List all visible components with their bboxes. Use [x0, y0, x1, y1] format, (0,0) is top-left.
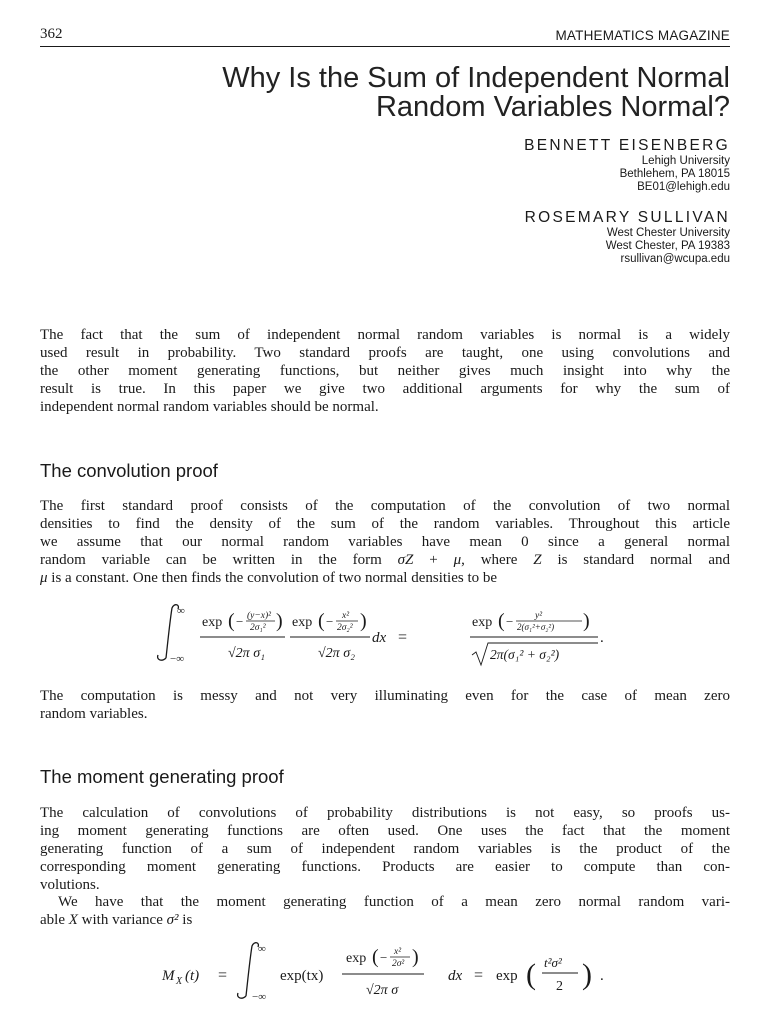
- paren-close: ): [360, 610, 367, 632]
- fraction-denominator: 2σ₂²: [337, 623, 353, 633]
- equals-sign: =: [218, 967, 228, 984]
- fraction-denominator: 2(σ₁²+σ₂²): [517, 622, 555, 632]
- period: .: [600, 630, 604, 646]
- paren-open: (: [372, 946, 379, 968]
- convolution-paragraph: [40, 498, 730, 588]
- period: .: [600, 968, 604, 984]
- title-line-1: Why Is the Sum of Independent Normal: [222, 62, 730, 94]
- text-run: +: [413, 551, 454, 568]
- paragraph-line: The first standard proof consists of the computation of the convolution of two normal: [40, 498, 730, 514]
- equals-sign: =: [474, 967, 484, 984]
- running-header: [40, 24, 730, 48]
- exp-label: exp: [292, 615, 313, 630]
- abstract-line: independent normal random variables should be normal.: [40, 398, 379, 415]
- paren-open: (: [498, 610, 505, 632]
- minus-sign: −: [506, 614, 514, 629]
- paren-close: ): [276, 610, 283, 632]
- paragraph-line: densities to find the density of the sum of the random variables. Throughout this article: [40, 515, 730, 532]
- author-address: Bethlehem, PA 18015: [619, 168, 730, 180]
- mgf-argument: (t): [185, 968, 200, 984]
- text-run: is: [178, 911, 193, 928]
- integral-upper-limit: ∞: [177, 605, 185, 617]
- fraction-denominator: 2: [556, 979, 563, 994]
- paragraph-line: The calculation of convolutions of probability distributions is not easy, so proofs us-: [40, 805, 730, 821]
- math-sigma-squared: σ²: [166, 911, 179, 928]
- math-mu: μ: [453, 551, 462, 568]
- text-run: random variable can be written in the form: [40, 551, 398, 568]
- page-number: 362: [40, 26, 63, 42]
- minus-sign: −: [326, 614, 334, 629]
- exp-tx: exp(tx): [280, 968, 324, 984]
- fraction-numerator: y²: [535, 611, 543, 621]
- computation-paragraph: [40, 688, 730, 724]
- math-z: Z: [533, 551, 542, 568]
- minus-sign: −: [236, 614, 244, 629]
- fraction-denominator: 2σ₁²: [250, 623, 266, 633]
- section-heading-mgf: The moment generating proof: [40, 766, 284, 787]
- paragraph-line: generating function of a sum of independent random variables is the product of the: [40, 840, 730, 857]
- mgf-symbol: M: [162, 968, 175, 984]
- paragraph-line: [40, 552, 730, 570]
- mgf-equation: [158, 940, 628, 1006]
- math-x: X: [68, 911, 78, 928]
- dx: dx: [372, 630, 387, 646]
- exp-label: exp: [472, 615, 493, 630]
- author-block-2: [310, 209, 730, 266]
- fraction-denominator: √2π σ₁: [228, 646, 265, 661]
- paragraph-line: we assume that our normal random variables have mean 0 since a general normal: [40, 533, 730, 550]
- integral-sign: [158, 605, 179, 660]
- integral-lower-limit: −∞: [170, 653, 185, 665]
- text-run: , where: [461, 551, 534, 568]
- abstract-line: result is true. In this paper we give two additional arguments for why the sum of: [40, 380, 730, 397]
- fraction-denominator: 2σ²: [392, 959, 405, 969]
- integral-lower-limit: −∞: [252, 991, 267, 1003]
- sqrt-radicand: 2π(σ₁² + σ₂²): [490, 647, 560, 662]
- section-heading-convolution: The convolution proof: [40, 460, 218, 481]
- convolution-equation: [150, 600, 630, 672]
- exp-label: exp: [202, 615, 223, 630]
- paragraph-line: We have that the moment generating function of a mean zero normal random vari-: [58, 894, 730, 910]
- author-name: BENNETT EISENBERG: [524, 137, 730, 154]
- math-mu: μ: [40, 569, 48, 586]
- fraction-numerator: (y−x)²: [247, 611, 272, 621]
- author-affiliation: Lehigh University: [641, 155, 730, 167]
- paragraph-line: ing moment generating functions are often used. One uses the fact that the moment: [40, 822, 730, 839]
- paragraph-line: corresponding moment generating functions. Products are easier to compute than con-: [40, 858, 730, 875]
- abstract-line: The fact that the sum of independent normal random variables is normal is a widely: [40, 327, 730, 343]
- paren-close: ): [582, 958, 592, 991]
- author-email: BE01@lehigh.edu: [637, 181, 730, 193]
- paren-close: ): [583, 610, 590, 632]
- paragraph-line: The computation is messy and not very illuminating even for the case of mean zero: [40, 688, 730, 704]
- paren-open: (: [526, 958, 536, 991]
- text-run: able: [40, 911, 69, 928]
- integral-sign: [238, 943, 259, 998]
- text-run: is a constant. One then finds the convolution of two normal densities to be: [47, 569, 498, 586]
- abstract-line: used result in probability. Two standard proofs are taught, one using convolutions and: [40, 344, 730, 361]
- header-rule: [40, 46, 730, 47]
- exp-label: exp: [346, 951, 367, 966]
- author-affiliation: West Chester University: [606, 227, 730, 239]
- author-email: rsullivan@wcupa.edu: [620, 253, 730, 265]
- integral-upper-limit: ∞: [258, 943, 266, 955]
- paragraph-line: [40, 912, 730, 930]
- fraction-numerator: x²: [342, 611, 350, 621]
- text-run: with variance: [77, 911, 167, 928]
- mgf-subscript: X: [176, 976, 183, 987]
- equals-sign: =: [398, 629, 408, 646]
- dx: dx: [448, 968, 463, 984]
- article-title: [110, 64, 730, 122]
- paren-close: ): [412, 946, 419, 968]
- fraction-numerator: x²: [394, 947, 402, 957]
- author-address: West Chester, PA 19383: [605, 240, 730, 252]
- author-block-1: [310, 137, 730, 194]
- fraction-denominator: √2π σ: [366, 983, 399, 998]
- abstract-paragraph: [40, 327, 730, 417]
- fraction-denominator: √2π σ₂: [318, 646, 355, 661]
- abstract-line: the other moment generating functions, but neither gives much insight into why the: [40, 362, 730, 379]
- exp-label: exp: [496, 968, 518, 984]
- paragraph-line: volutions.: [40, 876, 100, 893]
- mgf-paragraph: [40, 805, 730, 895]
- journal-name: MATHEMATICS MAGAZINE: [555, 28, 730, 43]
- paragraph-line: [40, 570, 730, 588]
- mgf-normal-paragraph: [40, 894, 730, 930]
- text-run: is standard normal and: [541, 551, 730, 568]
- paren-open: (: [228, 610, 235, 632]
- title-line-2: Random Variables Normal?: [375, 91, 730, 123]
- paragraph-line: random variables.: [40, 705, 148, 722]
- math-sigma-z: σZ: [397, 551, 414, 568]
- fraction-numerator: t²σ²: [544, 955, 562, 970]
- minus-sign: −: [380, 950, 388, 965]
- author-name: ROSEMARY SULLIVAN: [524, 209, 730, 226]
- paren-open: (: [318, 610, 325, 632]
